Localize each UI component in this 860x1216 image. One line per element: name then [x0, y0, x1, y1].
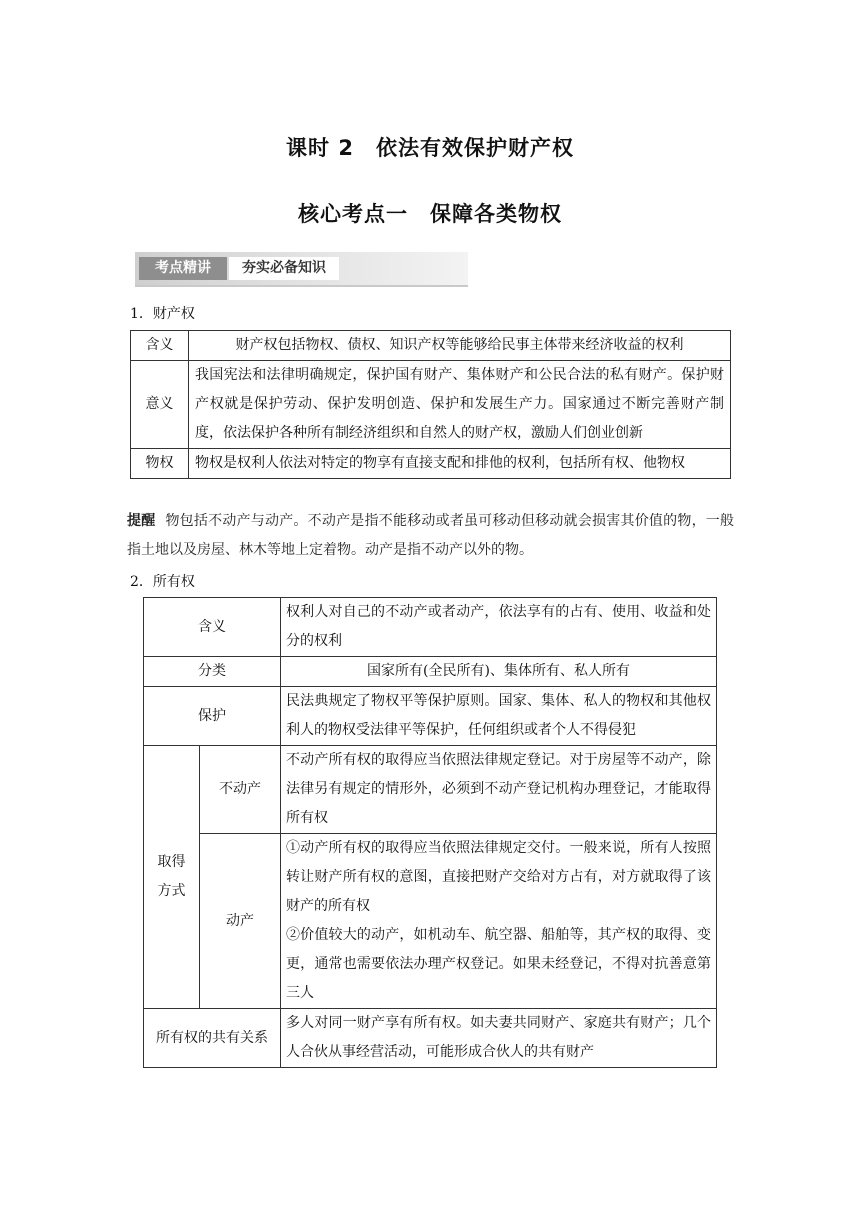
lesson-title: 课时 2 依法有效保护财产权	[286, 136, 574, 160]
row-text	[281, 834, 717, 1009]
row-text: 财产权包括物权、债权、知识产权等能够给民事主体带来经济收益的权利	[189, 331, 731, 361]
row-label: 含义	[131, 331, 189, 361]
acquisition-label-line1: 取得	[157, 854, 186, 870]
banner-label-right: 夯实必备知识	[229, 257, 339, 280]
acquisition-label	[144, 746, 200, 1009]
section-title: 核心考点一 保障各类物权	[298, 202, 562, 226]
banner-label-left: 考点精讲	[139, 257, 227, 280]
reminder-text: 物包括不动产与动产。不动产是指不能移动或者虽可移动但移动就会损害其价值的物，一般指土地以及房屋、林木等地上定着物。动产是指不动产以外的物。	[127, 513, 735, 558]
table-row	[144, 687, 717, 746]
table-row	[131, 331, 731, 361]
ownership-table	[143, 597, 717, 1068]
movable-text-2: ②价值较大的动产，如机动车、航空器、船舶等，其产权的取得、变更，通常也需要依法办理产权登记。如果未经登记，不得对抗善意第三人	[286, 927, 711, 1001]
section-banner	[135, 252, 468, 287]
row-text: 国家所有(全民所有)、集体所有、私人所有	[281, 657, 717, 687]
reminder-keyword: 提醒	[127, 513, 156, 529]
table-row	[144, 834, 717, 1009]
row-label: 动产	[200, 834, 281, 1009]
row-text: 民法典规定了物权平等保护原则。国家、集体、私人的物权和其他权利人的物权受法律平等保护，任何组织或者个人不得侵犯	[281, 687, 717, 746]
property-rights-heading: 1．财产权	[130, 306, 195, 322]
table-row	[144, 657, 717, 687]
row-text: 多人对同一财产享有所有权。如夫妻共同财产、家庭共有财产；几个人合伙从事经营活动，可能形成合伙人的共有财产	[281, 1009, 717, 1068]
movable-text-1: ①动产所有权的取得应当依照法律规定交付。一般来说，所有人按照转让财产所有权的意图，直接把财产交给对方占有，对方就取得了该财产的所有权	[286, 840, 711, 914]
row-text: 不动产所有权的取得应当依照法律规定登记。对于房屋等不动产，除法律另有规定的情形外，必须到不动产登记机构办理登记，才能取得所有权	[281, 746, 717, 834]
row-text: 我国宪法和法律明确规定，保护国有财产、集体财产和公民合法的私有财产。保护财产权就是保护劳动、保护发明创造、保护和发展生产力。国家通过不断完善财产制度，依法保护各种所有制经济组织和自然人的财产权，激励人们创业创新	[189, 361, 731, 449]
property-rights-table	[130, 330, 731, 479]
ownership-heading: 2．所有权	[130, 574, 195, 590]
row-label: 意义	[131, 361, 189, 449]
table-row	[144, 1009, 717, 1068]
row-label: 分类	[144, 657, 281, 687]
table-row	[131, 449, 731, 479]
row-label: 含义	[144, 598, 281, 657]
row-text: 权利人对自己的不动产或者动产，依法享有的占有、使用、收益和处分的权利	[281, 598, 717, 657]
row-label: 物权	[131, 449, 189, 479]
table-row	[144, 598, 717, 657]
row-label: 不动产	[200, 746, 281, 834]
acquisition-label-line2: 方式	[157, 883, 186, 899]
table-row	[131, 361, 731, 449]
row-label: 保护	[144, 687, 281, 746]
table-row	[144, 746, 717, 834]
reminder-note	[127, 507, 734, 565]
row-text: 物权是权利人依法对特定的物享有直接支配和排他的权利，包括所有权、他物权	[189, 449, 731, 479]
row-label: 所有权的共有关系	[144, 1009, 281, 1068]
